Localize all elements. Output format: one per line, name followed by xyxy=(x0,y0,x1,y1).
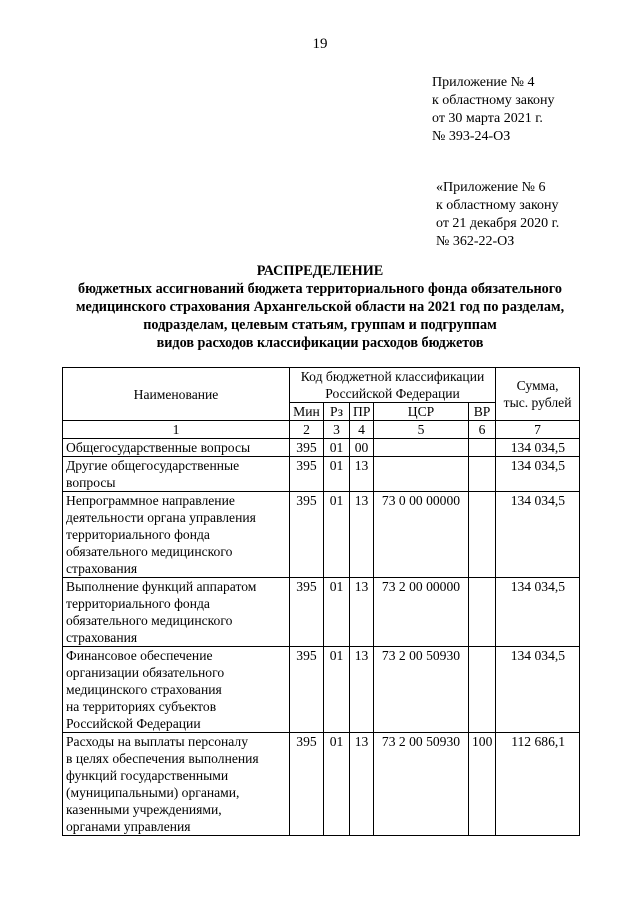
cell-min: 395 xyxy=(290,457,324,492)
row-name-line: страхования xyxy=(66,630,138,645)
title-line: медицинского страхования Архангельской области на 2021 год по разделам, xyxy=(75,299,565,315)
row-name-line: на территориях субъектов xyxy=(66,699,217,714)
cell-pr: 13 xyxy=(350,647,374,733)
appendix-line: № 393-24-ОЗ xyxy=(432,129,511,144)
header-pr: ПР xyxy=(350,403,374,421)
appendix-line: № 362-22-ОЗ xyxy=(436,234,515,249)
table-row xyxy=(63,733,580,836)
cell-pr: 13 xyxy=(350,578,374,647)
cell-sum: 134 034,5 xyxy=(496,492,580,578)
appendix-line: от 30 марта 2021 г. xyxy=(432,111,543,126)
row-name-line: Российской Федерации xyxy=(66,716,201,731)
column-number: 1 xyxy=(63,421,290,439)
header-rz: Рз xyxy=(324,403,350,421)
page-number: 19 xyxy=(312,36,328,52)
header-code-group xyxy=(290,368,496,403)
cell-vr: 100 xyxy=(469,733,496,836)
row-name-line: обязательного медицинского xyxy=(66,544,233,559)
row-name-line: территориального фонда xyxy=(66,596,210,611)
budget-table xyxy=(62,367,580,836)
cell-min: 395 xyxy=(290,733,324,836)
cell-csr: 73 2 00 50930 xyxy=(374,647,469,733)
column-number: 7 xyxy=(496,421,580,439)
column-number: 3 xyxy=(324,421,350,439)
appendix-line: к областному закону xyxy=(436,198,559,213)
cell-sum: 134 034,5 xyxy=(496,578,580,647)
row-name xyxy=(63,647,290,733)
appendix-line: Приложение № 4 xyxy=(432,75,535,90)
header-code-line: Российской Федерации xyxy=(325,386,460,401)
cell-vr xyxy=(469,439,496,457)
cell-rz: 01 xyxy=(324,457,350,492)
column-number: 6 xyxy=(469,421,496,439)
row-name-line: территориального фонда xyxy=(66,527,210,542)
header-name: Наименование xyxy=(63,368,290,421)
row-name xyxy=(63,492,290,578)
cell-pr: 13 xyxy=(350,492,374,578)
table-row xyxy=(63,439,580,457)
row-name-line: Финансовое обеспечение xyxy=(66,648,213,663)
title-line: бюджетных ассигнований бюджета территориального фонда обязательного xyxy=(78,281,562,297)
column-number: 2 xyxy=(290,421,324,439)
row-name-line: Выполнение функций аппаратом xyxy=(66,579,257,594)
row-name-line: в целях обеспечения выполнения xyxy=(66,751,259,766)
table-row xyxy=(63,647,580,733)
row-name xyxy=(63,578,290,647)
title-line: подразделам, целевым статьям, группам и подгруппам xyxy=(143,317,497,333)
header-vr: ВР xyxy=(469,403,496,421)
cell-rz: 01 xyxy=(324,647,350,733)
cell-min: 395 xyxy=(290,492,324,578)
row-name-line: Непрограммное направление xyxy=(66,493,235,508)
cell-csr xyxy=(374,457,469,492)
row-name xyxy=(63,457,290,492)
row-name-line: страхования xyxy=(66,561,138,576)
appendix-line: «Приложение № 6 xyxy=(436,180,546,195)
table-body xyxy=(63,439,580,836)
row-name-line: казенными учреждениями, xyxy=(66,802,222,817)
appendix-4-header xyxy=(432,74,555,146)
cell-min: 395 xyxy=(290,647,324,733)
cell-vr xyxy=(469,647,496,733)
row-name-line: органами управления xyxy=(66,819,191,834)
header-sum-line: тыс. рублей xyxy=(503,395,572,410)
cell-pr: 00 xyxy=(350,439,374,457)
cell-rz: 01 xyxy=(324,492,350,578)
table-row xyxy=(63,578,580,647)
column-number: 4 xyxy=(350,421,374,439)
row-name xyxy=(63,733,290,836)
header-sum-line: Сумма, xyxy=(516,378,559,393)
row-name-line: деятельности органа управления xyxy=(66,510,256,525)
cell-vr xyxy=(469,457,496,492)
header-sum xyxy=(496,368,580,421)
cell-vr xyxy=(469,578,496,647)
cell-sum: 134 034,5 xyxy=(496,439,580,457)
cell-sum: 134 034,5 xyxy=(496,457,580,492)
row-name-line: медицинского страхования xyxy=(66,682,222,697)
row-name xyxy=(63,439,290,457)
header-min: Мин xyxy=(290,403,324,421)
row-name-line: Другие общегосударственные xyxy=(66,458,240,473)
row-name-line: организации обязательного xyxy=(66,665,225,680)
row-name-line: Общегосударственные вопросы xyxy=(66,440,251,455)
appendix-line: к областному закону xyxy=(432,93,555,108)
title-line: видов расходов классификации расходов бюджетов xyxy=(156,335,484,351)
header-csr: ЦСР xyxy=(374,403,469,421)
cell-pr: 13 xyxy=(350,733,374,836)
cell-rz: 01 xyxy=(324,439,350,457)
row-name-line: обязательного медицинского xyxy=(66,613,233,628)
cell-sum: 112 686,1 xyxy=(496,733,580,836)
row-name-line: (муниципальными) органами, xyxy=(66,785,240,800)
cell-sum: 134 034,5 xyxy=(496,647,580,733)
cell-min: 395 xyxy=(290,439,324,457)
cell-csr: 73 2 00 50930 xyxy=(374,733,469,836)
appendix-6-header xyxy=(436,179,559,251)
column-number: 5 xyxy=(374,421,469,439)
appendix-line: от 21 декабря 2020 г. xyxy=(436,216,560,231)
cell-rz: 01 xyxy=(324,733,350,836)
table-row xyxy=(63,457,580,492)
cell-csr: 73 0 00 00000 xyxy=(374,492,469,578)
cell-csr xyxy=(374,439,469,457)
title-line: РАСПРЕДЕЛЕНИЕ xyxy=(256,263,384,279)
cell-pr: 13 xyxy=(350,457,374,492)
row-name-line: Расходы на выплаты персоналу xyxy=(66,734,248,749)
cell-rz: 01 xyxy=(324,578,350,647)
row-name-line: вопросы xyxy=(66,475,116,490)
cell-min: 395 xyxy=(290,578,324,647)
table-row xyxy=(63,492,580,578)
row-name-line: функций государственными xyxy=(66,768,229,783)
cell-csr: 73 2 00 00000 xyxy=(374,578,469,647)
cell-vr xyxy=(469,492,496,578)
document-title xyxy=(60,262,580,352)
header-code-line: Код бюджетной классификации xyxy=(300,369,485,384)
